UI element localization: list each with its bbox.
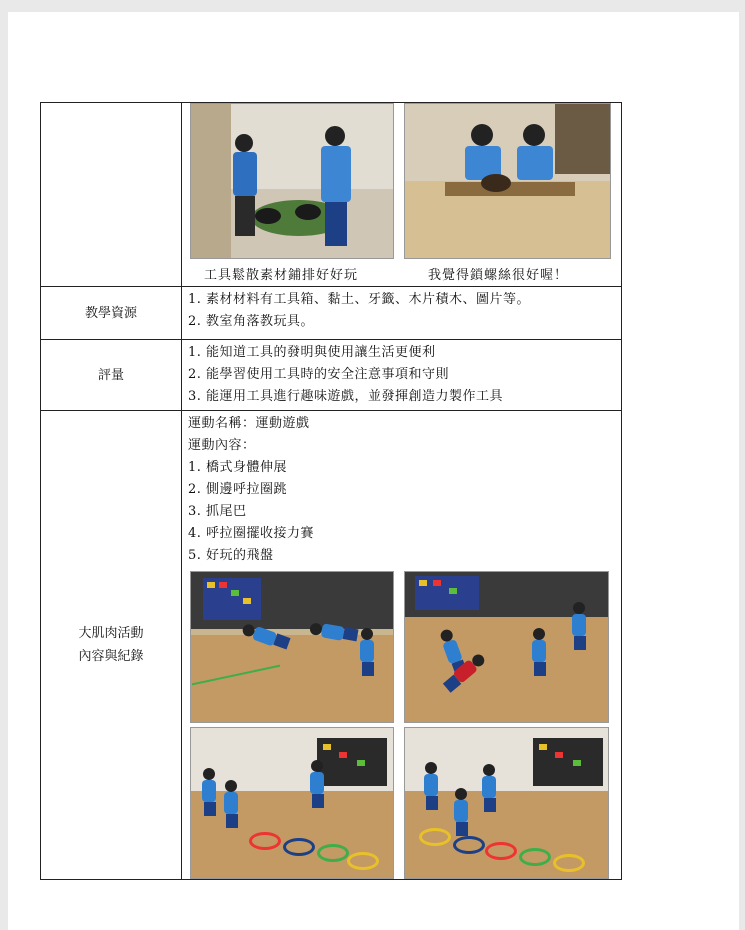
gross-motor-line: 3. 抓尾巴	[188, 504, 247, 519]
resources-content	[182, 287, 621, 335]
evaluation-line: 1. 能知道工具的發明與使用讓生活更便利	[188, 345, 436, 360]
photo-hoop-relay-left	[190, 727, 394, 879]
evaluation-row	[41, 340, 622, 411]
resources-line: 2. 教室角落教玩具。	[188, 314, 315, 329]
evaluation-label: 評量	[41, 340, 182, 411]
resources-label: 教學資源	[41, 287, 182, 340]
evaluation-content	[182, 340, 621, 410]
caption-left: 工具鬆散素材鋪排好好玩	[204, 268, 359, 283]
gross-motor-label-line1: 大肌肉活動	[78, 626, 144, 641]
photo-row-top	[41, 103, 622, 287]
gross-motor-label-line2: 內容與紀錄	[78, 649, 144, 664]
empty-label-cell	[41, 103, 182, 287]
photo-screw-activity	[404, 103, 611, 259]
resources-line: 1. 素材材料有工具箱、黏土、牙籤、木片積木、圖片等。	[188, 292, 531, 307]
gross-motor-line: 運動名稱：運動遊戲	[188, 416, 310, 431]
gross-motor-line: 1. 橋式身體伸展	[188, 460, 288, 475]
gross-motor-line: 5. 好玩的飛盤	[188, 548, 274, 563]
document-page	[8, 12, 739, 930]
gross-motor-content	[182, 411, 621, 569]
lesson-record-table	[40, 102, 622, 880]
gross-motor-row	[41, 411, 622, 880]
photo-hoop-relay-right	[404, 727, 609, 879]
gross-motor-line: 2. 側邊呼拉圈跳	[188, 482, 288, 497]
gross-motor-label	[41, 411, 182, 880]
photo-bridge-stretch	[190, 571, 394, 723]
photo-tools-table	[190, 103, 394, 259]
gross-motor-line: 運動內容：	[188, 438, 256, 453]
evaluation-line: 3. 能運用工具進行趣味遊戲，並發揮創造力製作工具	[188, 389, 504, 404]
photo-hoop-jump	[404, 571, 609, 723]
caption-right: 我覺得鎖螺絲很好喔！	[428, 268, 569, 283]
evaluation-line: 2. 能學習使用工具時的安全注意事項和守則	[188, 367, 450, 382]
gross-motor-line: 4. 呼拉圈擺收接力賽	[188, 526, 315, 541]
resources-row	[41, 287, 622, 340]
